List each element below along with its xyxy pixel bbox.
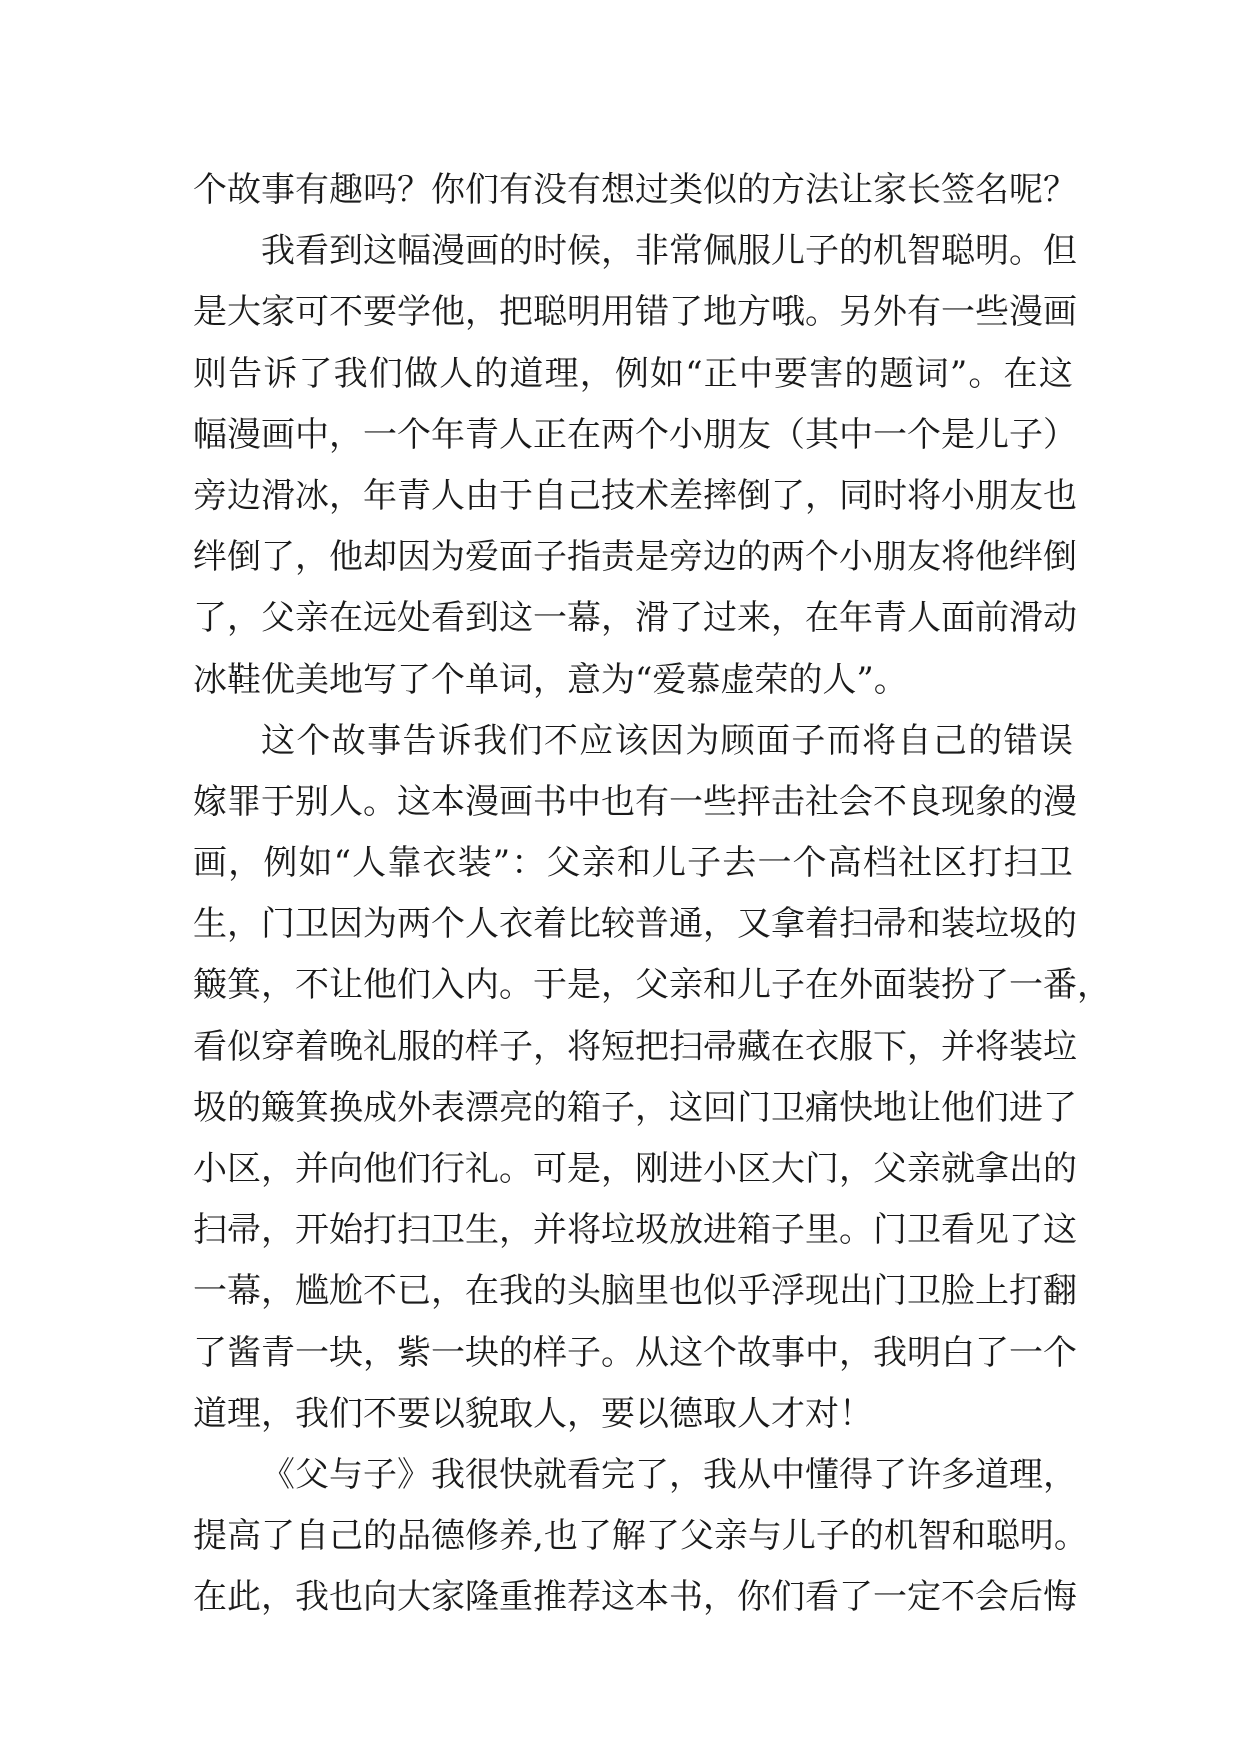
text-line: 个 故 事 有 趣 吗 ？ 你 们 有 没 有 想 过 类 似 的 方 法 让 家 长 签 名 呢 ？: [193, 170, 1077, 210]
text-line: 小 区 ， 并 向 他 们 行 礼 。 可 是 ， 刚 进 小 区 大 门 ， 父 亲 就 拿 出 的: [193, 1149, 1077, 1189]
text-line: 画 ， 例 如 “ 人 靠 衣 装 ” ： 父 亲 和 儿 子 去 一 个 高 档 社 区 打 扫 卫: [193, 843, 1073, 884]
body-text: [193, 160, 1111, 1629]
text-line: 这 个 故 事 告 诉 我 们 不 应 该 因 为 顾 面 子 而 将 自 己 的 错 误: [261, 720, 1073, 761]
text-line: 生 ， 门 卫 因 为 两 个 人 衣 着 比 较 普 通 ， 又 拿 着 扫 帚 和 装 垃 圾 的: [193, 904, 1077, 945]
text-line: 道 理 ， 我 们 不 要 以 貌 取 人 ， 要 以 德 取 人 才 对 ！: [193, 1393, 873, 1434]
text-line: 在 此 ， 我 也 向 大 家 隆 重 推 荐 这 本 书 ， 你 们 看 了 一 定 不 会 后 悔: [193, 1577, 1077, 1618]
text-line: 提 高 了 自 己 的 品 德 修 养 , 也 了 解 了 父 亲 与 儿 子 的 机 智 和 聪 明 。: [193, 1516, 1088, 1557]
text-line: 扫 帚 ， 开 始 打 扫 卫 生 ， 并 将 垃 圾 放 进 箱 子 里 。 门 卫 看 见 了 这: [193, 1210, 1077, 1251]
text-line: 了 ， 父 亲 在 远 处 看 到 这 一 幕 ， 滑 了 过 来 ， 在 年 青 人 面 前 滑 动: [193, 598, 1077, 639]
text-line: 我 看 到 这 幅 漫 画 的 时 候 ， 非 常 佩 服 儿 子 的 机 智 聪 明 。 但: [261, 231, 1077, 272]
text-line: 圾 的 簸 箕 换 成 外 表 漂 亮 的 箱 子 ， 这 回 门 卫 痛 快 地 让 他 们 进 了: [193, 1087, 1077, 1128]
text-line: 旁 边 滑 冰 ， 年 青 人 由 于 自 己 技 术 差 摔 倒 了 ， 同 时 将 小 朋 友 也: [193, 475, 1077, 516]
text-line: 《 父 与 子 》 我 很 快 就 看 完 了 ， 我 从 中 懂 得 了 许 多 道 理 ，: [261, 1454, 1077, 1495]
text-line: 了 酱 青 一 块 ， 紫 一 块 的 样 子 。 从 这 个 故 事 中 ， 我 明 白 了 一 个: [193, 1332, 1077, 1373]
text-line: 幅 漫 画 中 ， 一 个 年 青 人 正 在 两 个 小 朋 友 （ 其 中 一 个 是 儿 子 ）: [193, 414, 1077, 455]
text-line: 嫁 罪 于 别 人 。 这 本 漫 画 书 中 也 有 一 些 抨 击 社 会 不 良 现 象 的 漫: [193, 781, 1077, 822]
text-line: 看 似 穿 着 晚 礼 服 的 样 子 ， 将 短 把 扫 帚 藏 在 衣 服 下 ， 并 将 装 垃: [193, 1026, 1077, 1067]
text-line: 是 大 家 可 不 要 学 他 ， 把 聪 明 用 错 了 地 方 哦 。 另 外 有 一 些 漫 画: [193, 292, 1077, 333]
text-line: 绊 倒 了 ， 他 却 因 为 爱 面 子 指 责 是 旁 边 的 两 个 小 朋 友 将 他 绊 倒: [193, 537, 1077, 578]
text-line: 簸 箕 ， 不 让 他 们 入 内 。 于 是 ， 父 亲 和 儿 子 在 外 面 装 扮 了 一 番 ，: [193, 965, 1111, 1006]
text-line: 一 幕 ， 尴 尬 不 已 ， 在 我 的 头 脑 里 也 似 乎 浮 现 出 门 卫 脸 上 打 翻: [193, 1271, 1077, 1312]
text-line: 则 告 诉 了 我 们 做 人 的 道 理 ， 例 如 “ 正 中 要 害 的 题 词 ” 。 在 这: [193, 353, 1073, 394]
text-line: 冰 鞋 优 美 地 写 了 个 单 词 ， 意 为 “ 爱 慕 虚 荣 的 人 ” 。: [193, 659, 908, 700]
